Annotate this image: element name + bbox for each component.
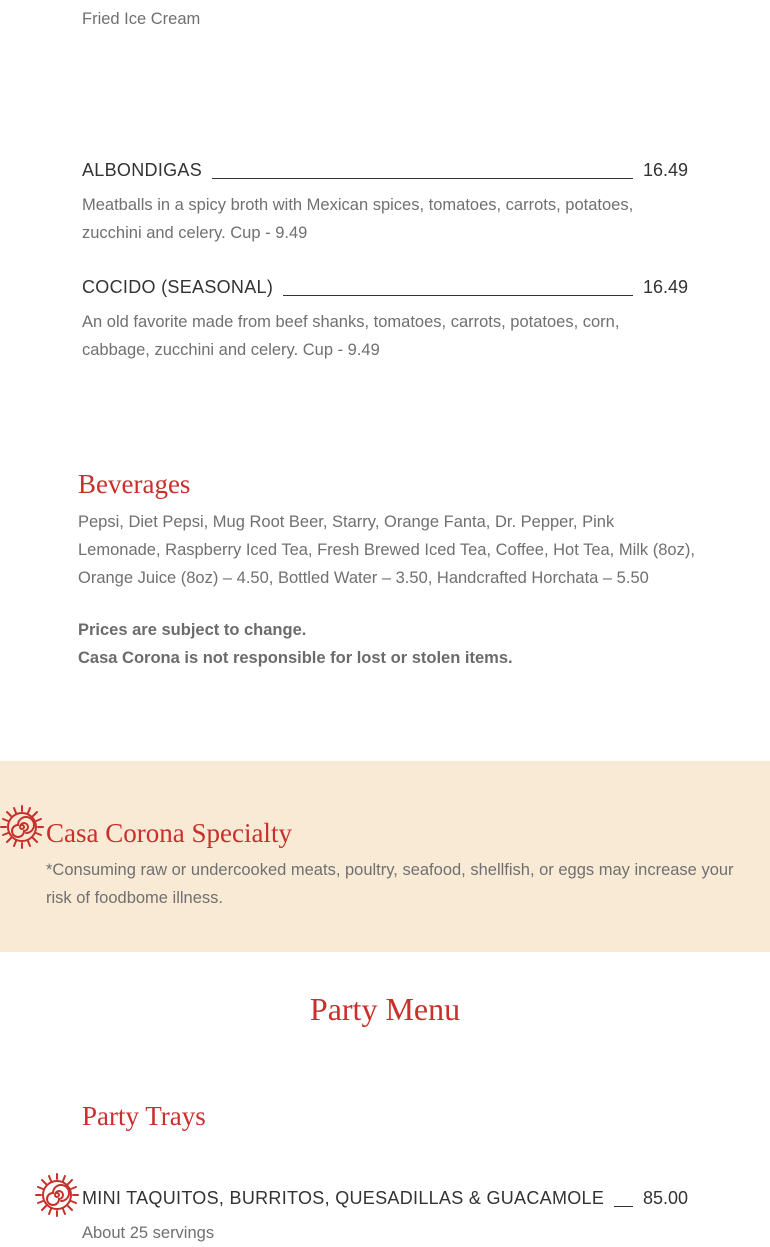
item-name: ALBONDIGAS [82,160,203,180]
item-name: COCIDO (SEASONAL) [82,277,274,297]
sun-spiral-icon [0,804,46,855]
section-title-specialty: Casa Corona Specialty [46,818,292,848]
item-description: Meatballs in a spicy broth with Mexican spices, tomatoes, carrots, potatoes, zucchini and celery. Cup - 9.49 [82,196,634,242]
notices [78,616,513,672]
food-safety-warning: *Consuming raw or undercooked meats, poultry, seafood, shellfish, or eggs may increase your risk of foodbome illness. [46,861,734,907]
dotted-leader [614,1205,633,1207]
dotted-leader [212,177,633,179]
dotted-leader [283,294,633,296]
section-title-beverages: Beverages [78,469,191,499]
sun-spiral-icon [35,1172,81,1223]
item-price: 85.00 [642,1188,688,1208]
notice-prices: Prices are subject to change. [78,621,307,639]
item-price: 16.49 [642,277,688,297]
item-description: About 25 servings [82,1224,215,1242]
item-price: 16.49 [642,160,688,180]
item-name: MINI TAQUITOS, BURRITOS, QUESADILLAS & GUACAMOLE [82,1188,605,1208]
beverages-list: Pepsi, Diet Pepsi, Mug Root Beer, Starry, Orange Fanta, Dr. Pepper, Pink Lemonade, Raspberry Iced Tea, Fresh Brewed Iced Tea, Coffee, Hot Tea, Milk (8oz), Orange Juice (8oz) – 4.50, Bottled Water – 3.50, Handcrafted Horchata – 5.50 [78,513,695,587]
page-title-party-menu: Party Menu [309,991,461,1027]
notice-liability: Casa Corona is not responsible for lost or stolen items. [78,649,513,667]
item-description: An old favorite made from beef shanks, tomatoes, carrots, potatoes, corn, cabbage, zucchini and celery. Cup - 9.49 [82,313,620,359]
section-title-party-trays: Party Trays [82,1101,206,1131]
menu-item-party-tray [82,1185,688,1209]
menu-item-cocido [82,274,688,298]
menu-item-albondigas [82,157,688,181]
previous-item-description: Fried Ice Cream [82,10,201,28]
